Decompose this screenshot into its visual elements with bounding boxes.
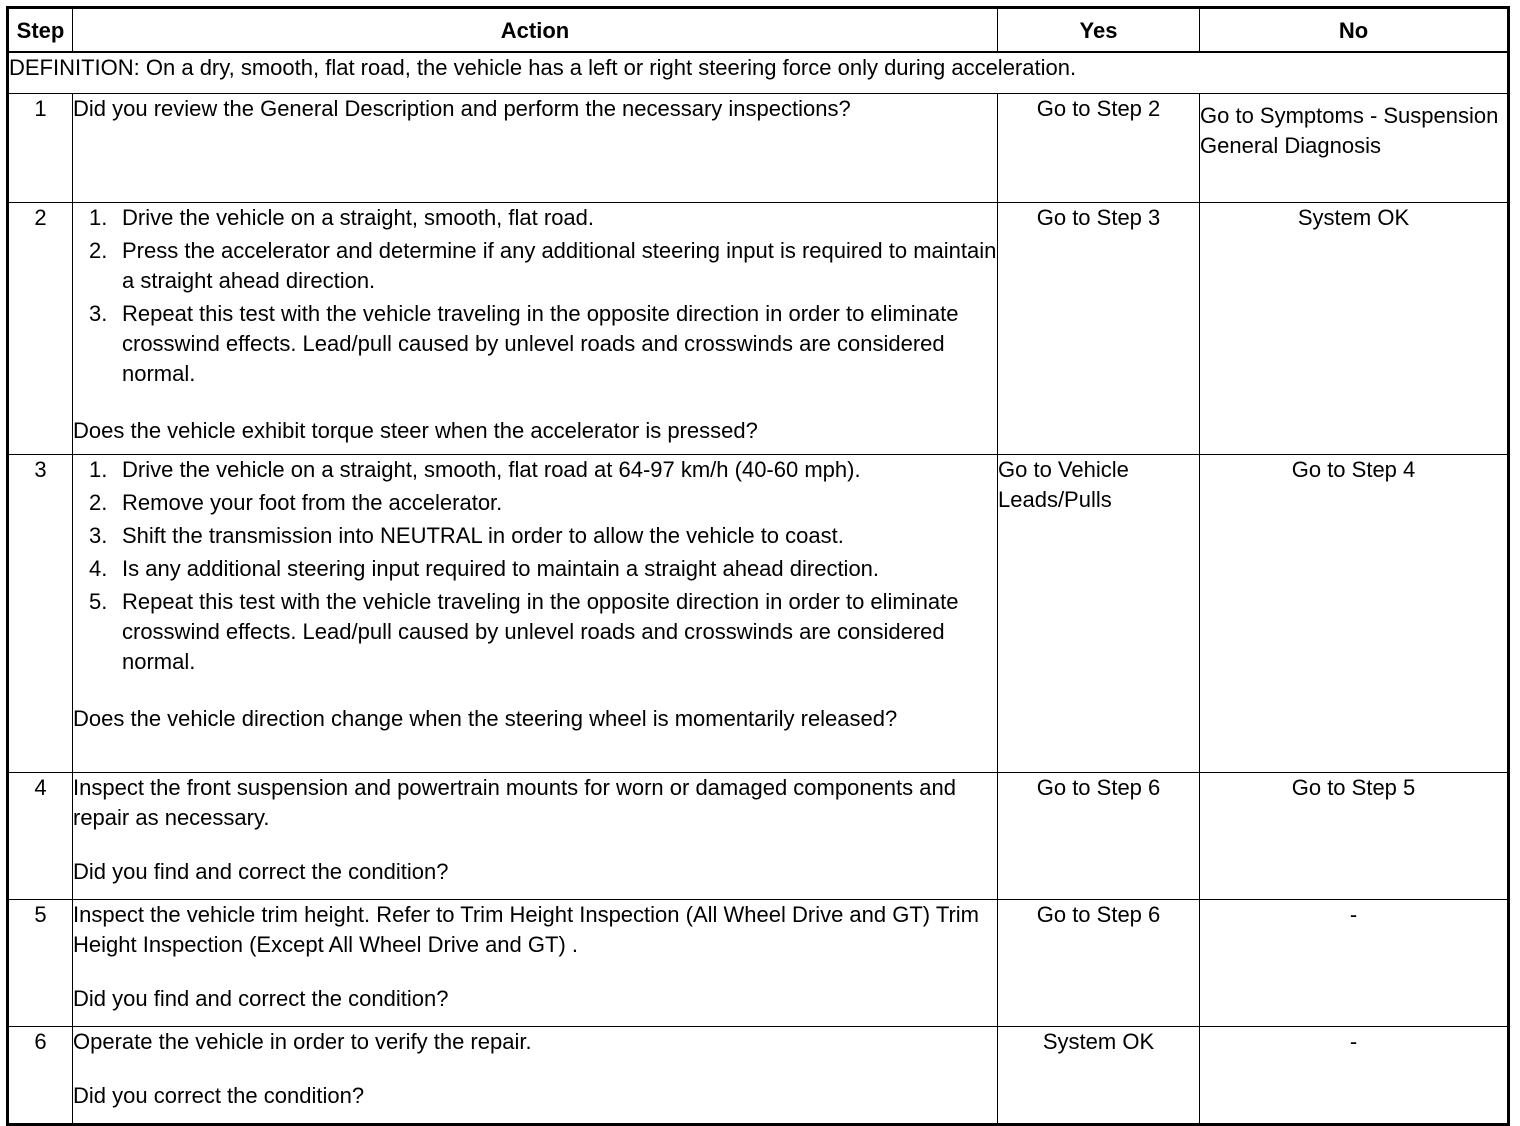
item-number: 3. — [89, 523, 108, 548]
diagnostic-table — [6, 6, 1510, 1126]
step-number: 1 — [8, 94, 73, 203]
item-number: 2. — [89, 490, 108, 515]
yes-cell: Go to Step 6 — [998, 773, 1200, 900]
item-text: Is any additional steering input required to maintain a straight ahead direction. — [122, 556, 880, 581]
action-question: Did you find and correct the condition? — [73, 859, 449, 884]
list-item — [89, 203, 997, 233]
item-number: 1. — [89, 205, 108, 230]
item-text: Shift the transmission into NEUTRAL in order to allow the vehicle to coast. — [122, 523, 844, 548]
item-text: Repeat this test with the vehicle traveling in the opposite direction in order to eliminate crosswind effects. Lead/pull caused by unlevel roads and crosswinds are considered normal. — [122, 301, 959, 386]
no-cell: System OK — [1200, 203, 1509, 455]
table-row — [8, 94, 1509, 203]
no-cell: Go to Step 5 — [1200, 773, 1509, 900]
step-number: 3 — [8, 455, 73, 773]
action-text: Operate the vehicle in order to verify the repair. — [73, 1029, 532, 1054]
header-yes: Yes — [998, 8, 1200, 53]
header-step: Step — [8, 8, 73, 53]
action-cell — [73, 1027, 998, 1125]
definition-row — [8, 52, 1509, 94]
table-row — [8, 773, 1509, 900]
list-item — [89, 521, 997, 551]
item-number: 4. — [89, 556, 108, 581]
list-item — [89, 554, 997, 584]
item-text: Drive the vehicle on a straight, smooth, flat road. — [122, 205, 595, 230]
definition-text: DEFINITION: On a dry, smooth, flat road, the vehicle has a left or right steering force only during acceleration. — [8, 52, 1509, 94]
no-cell: - — [1200, 900, 1509, 1027]
action-steps-list — [73, 455, 997, 677]
step-number: 6 — [8, 1027, 73, 1125]
no-cell: - — [1200, 1027, 1509, 1125]
yes-cell: Go to Step 6 — [998, 900, 1200, 1027]
item-text: Remove your foot from the accelerator. — [122, 490, 503, 515]
action-text: Did you review the General Description and perform the necessary inspections? — [73, 96, 851, 121]
item-text: Repeat this test with the vehicle traveling in the opposite direction in order to eliminate crosswind effects. Lead/pull caused by unlevel roads and crosswinds are considered normal. — [122, 589, 959, 674]
table-row — [8, 455, 1509, 773]
item-text: Press the accelerator and determine if any additional steering input is required to maintain a straight ahead direction. — [122, 238, 997, 293]
no-cell: Go to Step 4 — [1200, 455, 1509, 773]
list-item — [89, 455, 997, 485]
action-text: Inspect the front suspension and powertrain mounts for worn or damaged components and repair as necessary. — [73, 775, 956, 830]
action-cell — [73, 900, 998, 1027]
list-item — [89, 488, 997, 518]
step-number: 5 — [8, 900, 73, 1027]
table-row — [8, 900, 1509, 1027]
yes-cell: Go to Step 2 — [998, 94, 1200, 203]
action-cell — [73, 94, 998, 203]
item-number: 2. — [89, 238, 108, 263]
list-item — [89, 299, 997, 389]
no-cell: Go to Symptoms - Suspension General Diagnosis — [1200, 94, 1509, 203]
item-number: 3. — [89, 301, 108, 326]
action-cell — [73, 773, 998, 900]
step-number: 4 — [8, 773, 73, 900]
step-number: 2 — [8, 203, 73, 455]
header-row — [8, 8, 1509, 53]
action-cell — [73, 455, 998, 773]
action-question: Does the vehicle direction change when the steering wheel is momentarily released? — [73, 706, 898, 731]
action-text: Inspect the vehicle trim height. Refer to Trim Height Inspection (All Wheel Drive and GT) Trim Height Inspection (Except All Wheel Drive and GT) . — [73, 902, 979, 957]
action-question: Did you correct the condition? — [73, 1083, 365, 1108]
item-number: 1. — [89, 457, 108, 482]
table-row — [8, 203, 1509, 455]
item-number: 5. — [89, 589, 108, 614]
yes-cell: Go to Vehicle Leads/Pulls — [998, 455, 1200, 773]
list-item — [89, 587, 997, 677]
action-steps-list — [73, 203, 997, 389]
table-row — [8, 1027, 1509, 1125]
item-text: Drive the vehicle on a straight, smooth, flat road at 64-97 km/h (40-60 mph). — [122, 457, 861, 482]
yes-cell: System OK — [998, 1027, 1200, 1125]
action-question: Did you find and correct the condition? — [73, 986, 449, 1011]
list-item — [89, 236, 997, 296]
yes-cell: Go to Step 3 — [998, 203, 1200, 455]
header-no: No — [1200, 8, 1509, 53]
header-action: Action — [73, 8, 998, 53]
action-cell — [73, 203, 998, 455]
action-question: Does the vehicle exhibit torque steer when the accelerator is pressed? — [73, 418, 758, 443]
